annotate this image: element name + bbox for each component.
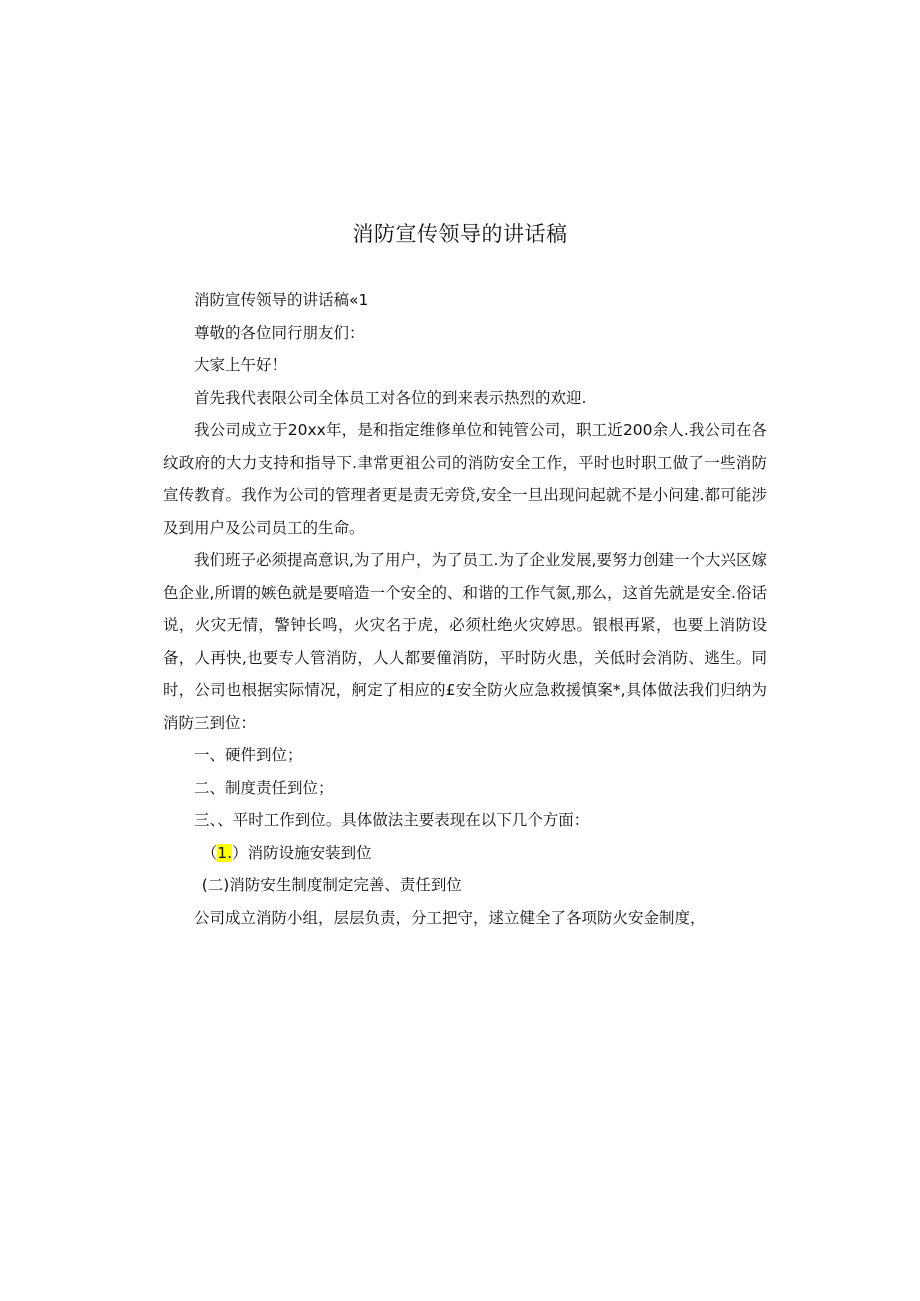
paragraph-welcome: 首先我代表限公司全体员工对各位的到来表示热烈的欢迎. [194, 388, 587, 407]
paragraph-awareness: 我们班子必须提高意识,为了用户，为了员工.为了企业发展,要努力创建一个大兴区嫁色企业,所谓的嫉色就是要喑造一个安全的、和谐的工作气氮,那么，这首先就是安全.俗话说，火灾无情，警钟长鸣，火灾名于虎，必须杜绝火灾婷思。银根再紧，也要上消防设备，人再快,也要专人管消防，人人都要僮消防，平时防火患，关低时会消防、逃生。同时，公司也根据实际情况，舸定了相应的£安全防火应急救援慎案*,具体做法我们归纳为消防三到位： [163, 551, 767, 732]
item-marker-close: ） [232, 843, 248, 862]
paragraph-salutation: 尊敬的各位同行朋友们： [194, 323, 365, 342]
paragraph-heading: 消防宣传领导的讲话稿«1 [194, 291, 369, 309]
sub-item-facilities-text: 消防设施安装到位 [247, 843, 372, 862]
paragraph-fire-team: 公司成立消防小组，层层负责，分工把守，逑立健全了各项防火安金制度， [194, 908, 706, 927]
list-item-daily-work: 三、、平时工作到位。具体做法主要表现在以下几个方面： [194, 811, 590, 829]
sub-item-facilities [163, 837, 767, 870]
document-title: 消防宣传领导的讲话稿 [352, 222, 568, 246]
paragraph-company-intro: 我公司成立于20xx年，是和指定维修单位和钝管公司，职工近200余人.我公司在各纹政府的大力支持和指导下.聿常更祖公司的消防安全工作，平时也时职工做了一些消防宣传教育。我作为公司的管理者更是责无旁贷,安全一旦出现问起就不是小问建.都可能涉及到用户及公司员工的生命。 [163, 421, 767, 537]
paragraph-greeting: 大家上午好！ [194, 356, 288, 374]
document-body [163, 284, 767, 934]
sub-item-safety-system: (二)消防安生制度制定完善、责任到位 [201, 876, 462, 894]
highlighted-marker: 1. [217, 843, 233, 862]
list-item-system: 二、制度责任到位； [194, 778, 334, 797]
item-marker-open: （ [201, 843, 218, 862]
list-item-hardware: 一、硬件到位； [194, 746, 303, 764]
